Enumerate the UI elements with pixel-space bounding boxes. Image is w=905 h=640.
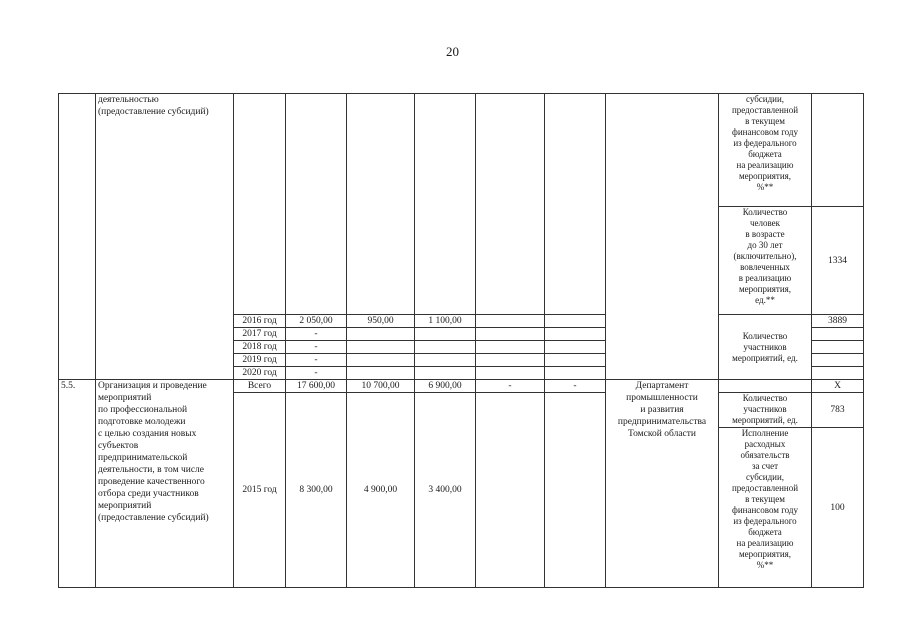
- total-row-indicator-value: X: [812, 380, 864, 393]
- program-table: [58, 93, 864, 588]
- item-indicator-subsidy-value: 100: [812, 428, 864, 588]
- year-label: 2019 год: [234, 354, 286, 367]
- total-value: -: [286, 367, 347, 380]
- indicator-youth-value: 1334: [812, 207, 864, 315]
- year-label: 2016 год: [234, 315, 286, 328]
- item-indicator-participants: Количество участников мероприятий, ед.: [719, 393, 812, 428]
- year-label: 2018 год: [234, 341, 286, 354]
- year-label: 2017 год: [234, 328, 286, 341]
- year-2015-total: 8 300,00: [286, 393, 347, 588]
- total-row-federal: 10 700,00: [347, 380, 415, 393]
- regional-value: 1 100,00: [415, 315, 476, 328]
- year-2015-regional: 3 400,00: [415, 393, 476, 588]
- num-cell-cont: [59, 94, 96, 380]
- indicator-participants-value: 3889: [812, 315, 864, 328]
- page-number: 20: [446, 44, 459, 59]
- total-row-col5: -: [476, 380, 545, 393]
- total-value: 2 050,00: [286, 315, 347, 328]
- year-2015-label: 2015 год: [234, 393, 286, 588]
- item-indicator-participants-value: 783: [812, 393, 864, 428]
- item-number: 5.5.: [59, 380, 96, 588]
- total-row-regional: 6 900,00: [415, 380, 476, 393]
- item-event-text: Организация и проведение мероприятий по профессиональной подготовке молодежи с целью создания новых субъектов предпринимательской деятельности, в том числе проведение качественного отбора среди участников мероприятий (предоставление субсидий): [96, 380, 234, 588]
- total-row-col6: -: [545, 380, 606, 393]
- event-cell-cont: деятельностью (предоставление субсидий): [96, 94, 234, 380]
- year-label: 2020 год: [234, 367, 286, 380]
- indicator-subsidy-cont: субсидии, предоставленной в текущем финансовом году из федерального бюджета на реализацию мероприятия, %**: [719, 94, 812, 207]
- total-row-total: 17 600,00: [286, 380, 347, 393]
- federal-value: 950,00: [347, 315, 415, 328]
- indicator-participants-cont: Количество участников мероприятий, ед.: [719, 315, 812, 380]
- total-value: -: [286, 328, 347, 341]
- item-indicator-subsidy: Исполнение расходных обязательств за счет субсидии, предоставленной в текущем финансовом году из федерального бюджета на реализацию мероприятия, %**: [719, 428, 812, 588]
- total-value: -: [286, 341, 347, 354]
- item-executor: Департамент промышленности и развития предпринимательства Томской области: [606, 380, 719, 588]
- total-row-label: Всего: [234, 380, 286, 393]
- indicator-youth: Количество человек в возрасте до 30 лет (включительно), вовлеченных в реализацию мероприятия, ед.**: [719, 207, 812, 315]
- year-2015-federal: 4 900,00: [347, 393, 415, 588]
- total-value: -: [286, 354, 347, 367]
- executor-cell-cont: [606, 94, 719, 380]
